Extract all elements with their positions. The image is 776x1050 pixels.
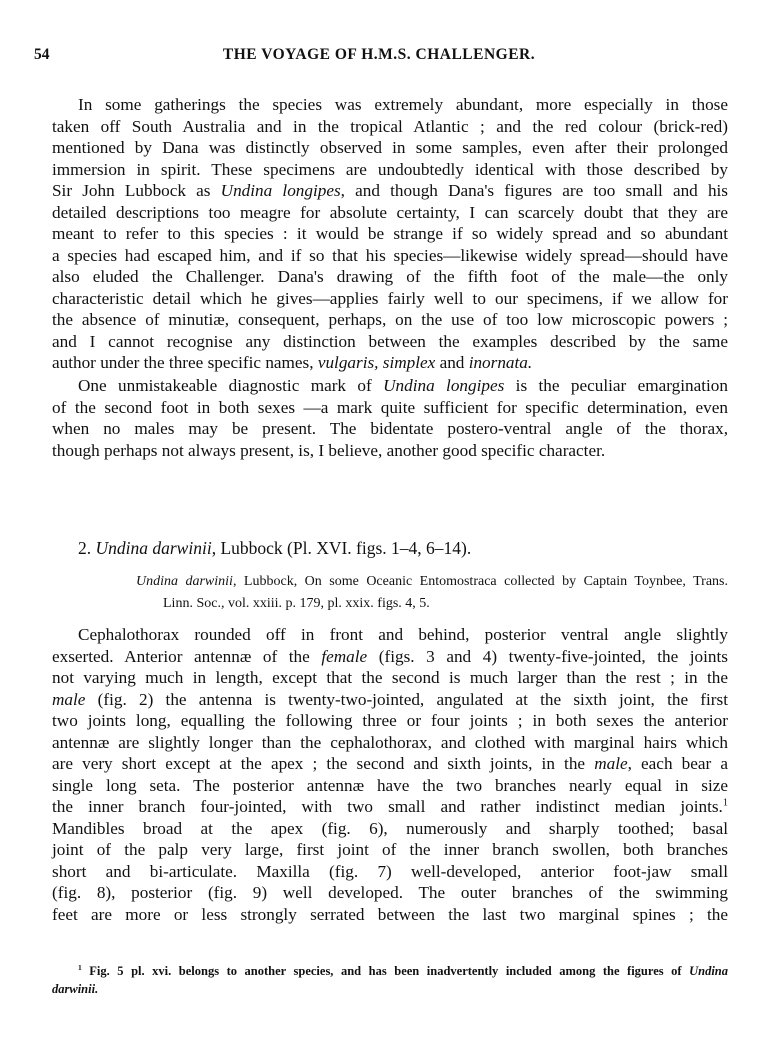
text-run: Cephalothorax rounded off in front and behind, posterior ventral angle slightly [78,625,728,644]
text-run: taken off South Australia and in the tropical Atlantic ; and the red colour (brick-red) [52,116,728,136]
species-heading [78,538,471,559]
text-run: (fig. 2) the antenna is twenty-two-jointed, angulated at the sixth joint, the first [85,689,728,709]
text-run: , Lubbock (Pl. XVI. figs. 1–4, 6–14). [211,538,472,558]
italic-text: vulgaris, simplex [317,353,436,372]
text-line [52,818,728,840]
paragraph-3 [52,624,728,925]
text-line [52,418,728,440]
text-line [52,137,728,159]
text-run: meant to refer to this species : it would be strange if so widely spread and so abundant [52,224,728,243]
text-run: , Lubbock, On some Oceanic Entomostraca collected by Captain Toynbee, Trans. [232,574,728,589]
footnote [52,962,728,998]
synonymy-citation [136,571,728,614]
text-line [52,962,728,980]
text-line [52,331,728,353]
text-line [136,571,728,593]
text-line [52,94,728,116]
text-run: Sir John Lubbock as [52,181,221,200]
running-header [34,46,724,70]
text-line [52,352,728,374]
text-line [52,689,728,711]
text-line [136,593,728,615]
text-line [52,116,728,138]
italic-text: darwinii. [52,982,99,996]
italic-text: Undina [689,964,728,978]
italic-text: inornata. [468,353,533,372]
text-run: Linn. Soc., vol. xxiii. p. 179, pl. xxix. figs. 4, 5. [163,595,430,611]
text-run: Fig. 5 pl. xvi. belongs to another species, and has been inadvertently included among the figures of [81,964,690,978]
text-run: the absence of minutiæ, consequent, perhaps, on the use of too low microscopic powers ; [52,310,728,329]
text-run: two joints long, equalling the following three or four joints ; in both sexes the anterior [52,711,728,730]
text-line [52,667,728,689]
text-run: the inner branch four-jointed, with two small and rather indistinct median joints. [52,797,723,816]
text-run: joint of the palp very large, first joint of the inner branch swollen, both branches [52,840,728,859]
text-line [52,288,728,310]
text-run: and I cannot recognise any distinction between the examples described by the same [52,331,728,351]
text-line [52,861,728,883]
text-run: and [435,353,469,372]
text-run: are very short except at the apex ; the second and sixth joints, in the [52,754,595,773]
text-run: exserted. Anterior antennæ of the [52,646,322,666]
text-line [52,839,728,861]
text-run: antennæ are slightly longer than the cephalothorax, and clothed with marginal hairs which [52,732,728,752]
text-line [52,180,728,202]
paragraph-2 [52,375,728,461]
italic-text: female [321,646,368,666]
text-run: immersion in spirit. These specimens are undoubtedly identical with those described by [52,159,728,179]
italic-text: Undina longipes [383,376,505,395]
text-run: In some gatherings the species was extremely abundant, more especially in those [78,95,728,114]
footnote-marker: 1 [722,797,728,809]
text-line [52,397,728,419]
text-run: detailed descriptions too meagre for absolute certainty, I can scarcely doubt that they are [52,202,728,222]
text-line [52,624,728,646]
text-run: One unmistakeable diagnostic mark of [78,376,384,395]
text-run: when no males may be present. The bidentate postero-ventral angle of the thorax, [52,419,728,438]
text-run: mentioned by Dana was distinctly observed in some samples, even after their prolonged [52,138,728,157]
text-line [52,309,728,331]
page-number: 54 [34,46,50,63]
text-line [52,223,728,245]
paragraph-1 [52,94,728,374]
text-run: Mandibles broad at the apex (fig. 6), numerously and sharply toothed; basal [52,818,728,838]
text-run: though perhaps not always present, is, I believe, another good specific character. [52,440,606,460]
text-run: of the second foot in both sexes —a mark quite sufficient for specific determination, even [52,397,728,417]
italic-text: Undina darwinii [136,574,233,589]
text-line [52,710,728,732]
text-run: characteristic detail which he gives—applies fairly well to our specimens, if we allow for [52,288,728,308]
text-line [52,375,728,397]
text-run: (figs. 3 and 4) twenty-five-jointed, the joints [367,646,728,666]
text-run: author under the three specific names, [52,353,318,372]
text-line [52,440,728,462]
text-run: not varying much in length, except that the second is much larger than the rest ; in the [52,668,728,687]
text-line [52,753,728,775]
text-run: short and bi-articulate. Maxilla (fig. 7) well-developed, anterior foot-jaw small [52,861,728,881]
italic-text: Undina longipes [220,181,341,200]
text-run: is the peculiar emargination [504,376,728,395]
text-line [52,266,728,288]
text-run: single long seta. The posterior antennæ have the two branches nearly equal in size [52,775,728,795]
italic-text: Undina darwinii [95,538,212,558]
text-line [52,245,728,267]
text-run: feet are more or less strongly serrated between the last two marginal spines ; the [52,904,728,924]
text-run: , each bear a [627,754,729,773]
italic-text: male [52,689,86,709]
text-line [52,775,728,797]
text-run: (fig. 8), posterior (fig. 9) well developed. The outer branches of the swimming [52,883,728,902]
text-run: also eluded the Challenger. Dana's drawing of the fifth foot of the male—the only [52,267,728,286]
text-line [52,904,728,926]
text-line [52,732,728,754]
text-line [52,882,728,904]
text-line [52,980,728,998]
running-title: THE VOYAGE OF H.M.S. CHALLENGER. [222,46,536,63]
footnote-marker: 1 [78,962,82,972]
text-run: 2. [78,538,96,558]
text-run: , and though Dana's figures are too small and his [340,181,728,200]
text-line [52,202,728,224]
text-line [52,646,728,668]
text-line [52,796,728,818]
text-line [52,159,728,181]
italic-text: male [594,754,628,773]
text-run: a species had escaped him, and if so that his species—likewise widely spread—should have [52,245,728,265]
